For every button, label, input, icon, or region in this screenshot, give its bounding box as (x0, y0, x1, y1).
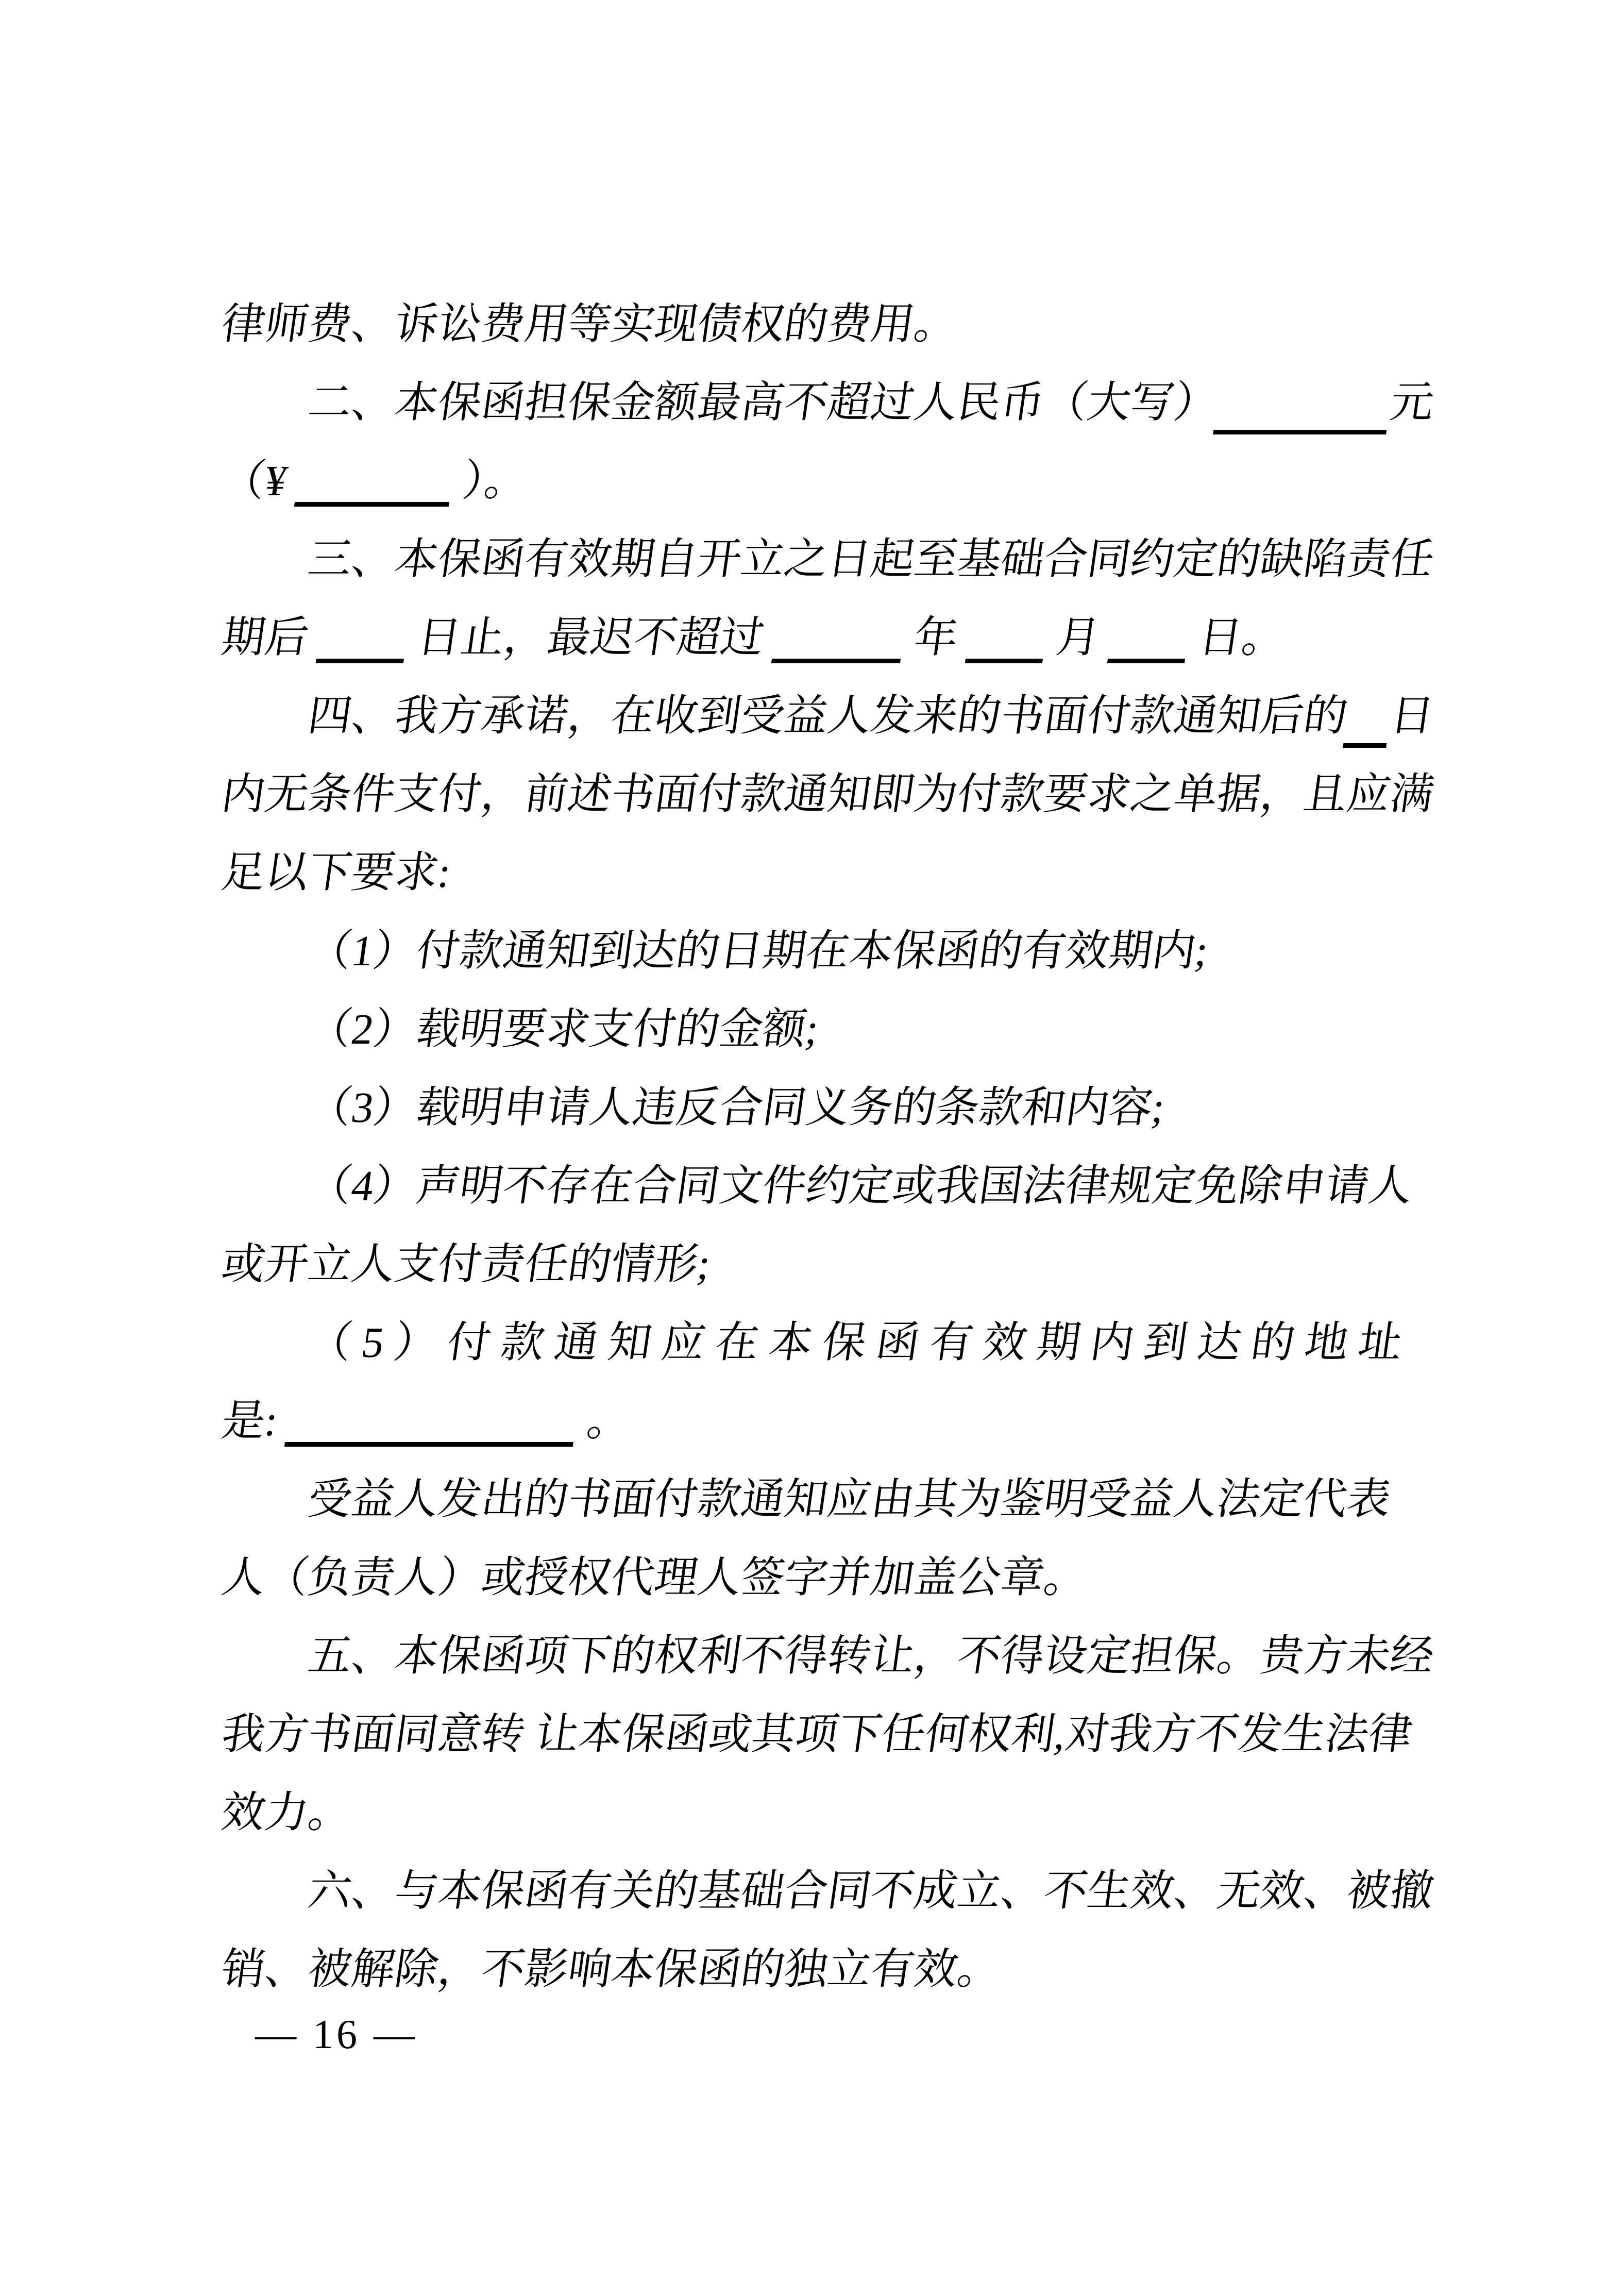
doc-line-clause4-cont2: 足以下要求: (218, 849, 454, 897)
text-run: 日 (1387, 692, 1438, 740)
page-number: — 16 — (255, 2012, 418, 2057)
doc-line-item2: （2）载明要求支付的金额; (305, 1005, 822, 1053)
document-body (216, 286, 1438, 2009)
doc-line-item5: （5）付款通知应在本保函有效期内到达的地址 (305, 1319, 1416, 1367)
text-run: 月 (1053, 614, 1104, 662)
doc-line-beneficiary-notice: 受益人发出的书面付款通知应由其为鉴明受益人法定代表 (305, 1476, 1394, 1523)
text-run: 二、本保函担保金额最高不超过人民币（大写） (305, 379, 1221, 427)
doc-line-beneficiary-notice-cont: 人（负责人）或授权代理人签字并加盖公章。 (218, 1554, 1091, 1602)
text-run: 是: (218, 1397, 281, 1445)
doc-line-clause5-transfer: 五、本保函项下的权利不得转让，不得设定担保。贵方未经 (305, 1632, 1438, 1680)
doc-line-clause4-cont1: 内无条件支付，前述书面付款通知即为付款要求之单据，且应满 (218, 770, 1438, 818)
text-run: ）。 (460, 457, 532, 505)
doc-line-clause3-validity: 三、本保函有效期自开立之日起至基础合同约定的缺陷责任 (305, 535, 1438, 583)
doc-line-item4-cont: 或开立人支付责任的情形; (218, 1241, 714, 1288)
text-run: 。 (584, 1397, 634, 1445)
fill-in-blank-days (316, 659, 404, 663)
doc-line-clause5-cont2: 效力。 (218, 1789, 356, 1837)
fill-in-blank-amount-figures (294, 502, 449, 507)
text-run: 日止，最迟不超过 (414, 614, 768, 662)
text-run: （¥ (218, 457, 291, 505)
doc-line-item4: （4）声明不存在合同文件约定或我国法律规定免除申请人 (305, 1162, 1416, 1210)
doc-line-item5-address (216, 1382, 1439, 1461)
fill-in-blank-amount-words (1213, 364, 1396, 434)
doc-line-item3: （3）载明申请人违反合同义务的条款和内容; (305, 1084, 1168, 1132)
fill-in-blank-month (965, 659, 1043, 663)
text-run: 期后 (218, 614, 312, 662)
doc-line-clause5-cont1: 我方书面同意转 让本保函或其项下任何权利,对我方不发生法律 (218, 1711, 1416, 1758)
text-run: 年 (911, 614, 961, 662)
text-run: 日。 (1195, 614, 1289, 662)
doc-line-validity-dates (216, 599, 1439, 677)
doc-line-amount-numeric (216, 442, 1439, 521)
fill-in-blank-year (771, 659, 901, 663)
fill-in-blank-day (1107, 659, 1185, 663)
doc-line-clause4-promise (216, 677, 1439, 756)
doc-line-clause2-amount (216, 364, 1439, 442)
doc-line-clause6-independence: 六、与本保函有关的基础合同不成立、不生效、无效、被撤 (305, 1867, 1438, 1915)
fill-in-blank-address (284, 1442, 573, 1447)
text-run: 元 (1387, 379, 1438, 427)
text-run: 四、我方承诺，在收到受益人发来的书面付款通知后的 (305, 692, 1351, 740)
doc-line-clause6-cont: 销、被解除，不影响本保函的独立有效。 (218, 1946, 1005, 1993)
doc-line-item1: （1）付款通知到达的日期在本保函的有效期内; (305, 927, 1211, 975)
doc-line-fees: 律师费、诉讼费用等实现债权的费用。 (218, 300, 961, 348)
